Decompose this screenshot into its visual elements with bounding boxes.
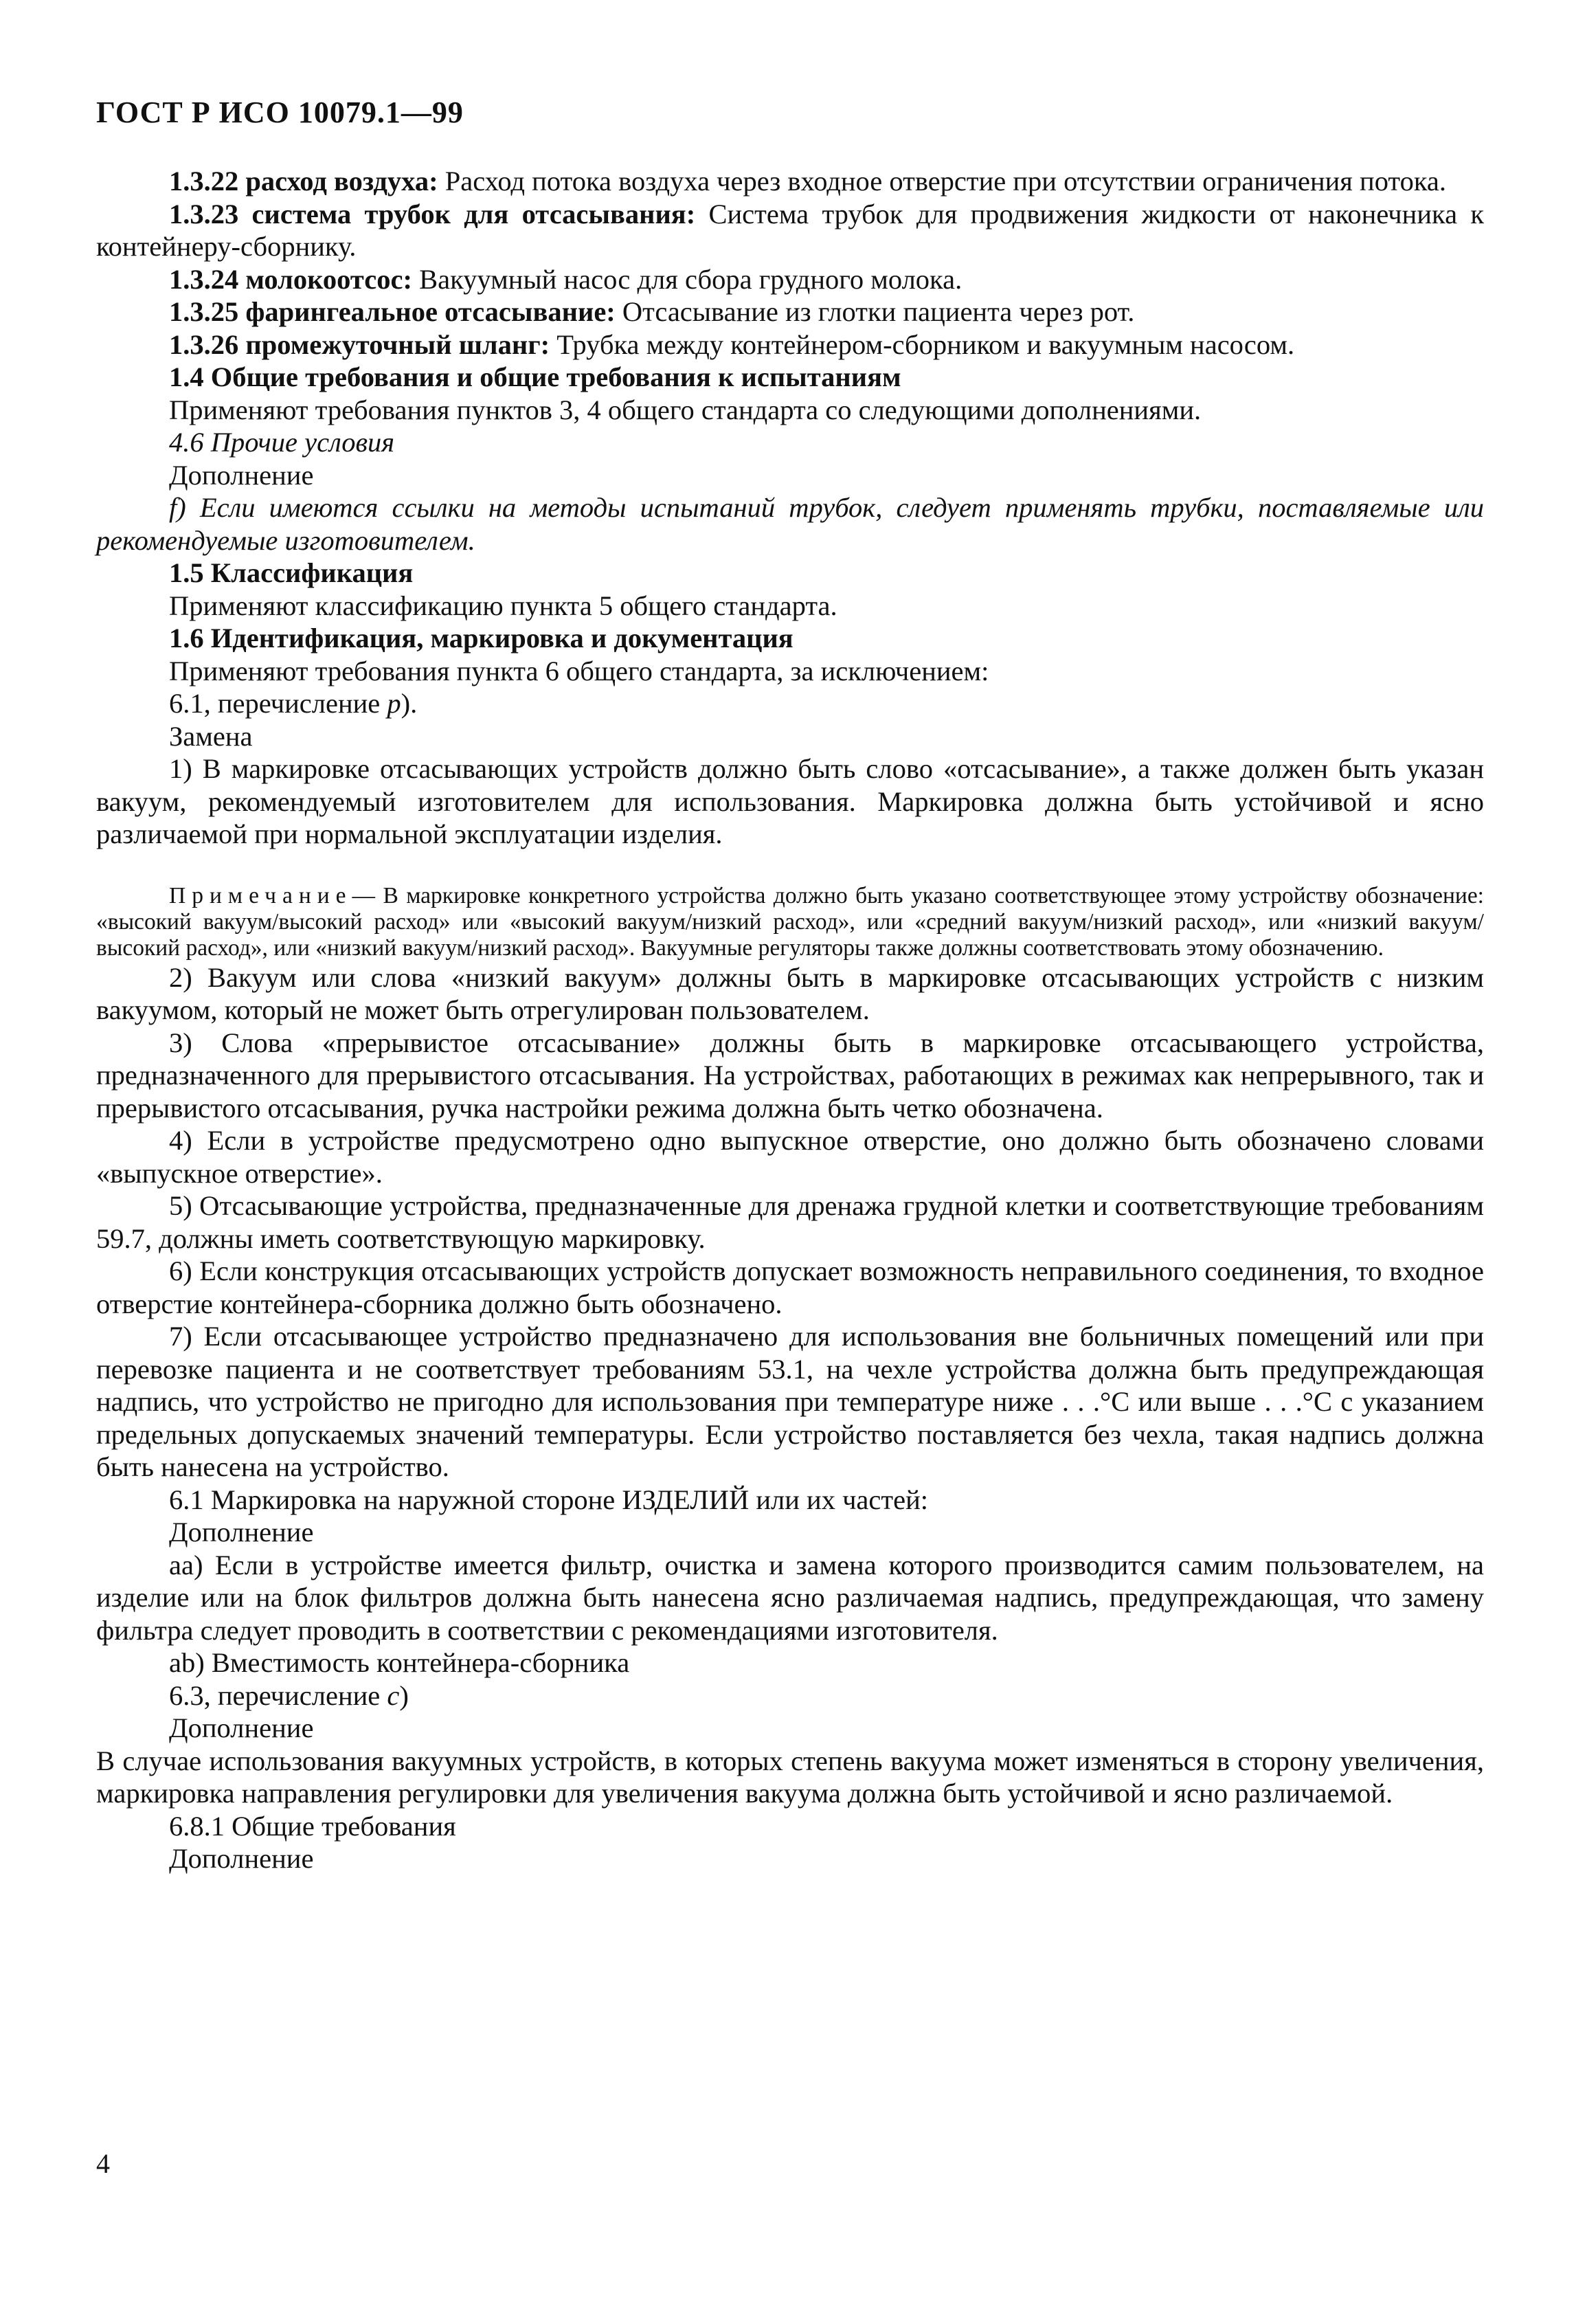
replacement-label: Замена — [169, 720, 253, 752]
clause-term: система трубок для отсасывания: — [251, 198, 696, 230]
clause-1-3-23 — [96, 198, 1484, 263]
item-3: 3) Слова «прерывистое отсасывание» должны быть в маркировке отсасывающего устройства, предназначенного для прерывистого отсасывания. На устройствах, работающих в режимах как непрерывного, так и прерывистого отсасывания, ручка настройки режима должна быть четко обозначена. — [96, 1027, 1484, 1124]
item-aa: аа) Если в устройстве имеется фильтр, очистка и замена которого производится самим пользователем, на изделие или на блок фильтров должна быть нанесена ясно различаемая надпись, предупреждающая, что замену фильтра следует проводить в соответствии с рекомендациями изготовителя. — [96, 1549, 1484, 1646]
item-f-text: f) Если имеются ссылки на методы испытаний трубок, следует применять трубки, поставляемые или рекомендуемые изготовителем. — [96, 492, 1484, 556]
section-heading-1-4: 1.4 Общие требования и общие требования к испытаниям — [169, 361, 901, 392]
clause-text: Расход потока воздуха через входное отверстие при отсутствии ограничения потока. — [438, 166, 1447, 197]
document-body — [96, 165, 1484, 1875]
clause-1-3-25 — [96, 295, 1484, 328]
page-number: 4 — [96, 2148, 110, 2179]
section-heading-6-1: 6.1 Маркировка на наружной стороне ИЗДЕЛИЙ или их частей: — [169, 1484, 928, 1515]
clause-number: 1.3.26 — [169, 328, 239, 360]
section-text-1-4: Применяют требования пунктов 3, 4 общего стандарта со следующими дополнениями. — [169, 394, 1202, 425]
clause-text: Вакуумный насос для сбора грудного молока. — [412, 263, 963, 295]
item-6: 6) Если конструкция отсасывающих устройств допускает возможность неправильного соединения, то входное отверстие контейнера-сборника должно быть обозначено. — [96, 1255, 1484, 1319]
clause-term: молокоотсос: — [245, 263, 412, 295]
document-header: ГОСТ Р ИСО 10079.1—99 — [96, 96, 464, 129]
item-ab: ab) Вместимость контейнера-сборника — [169, 1647, 630, 1678]
clause-term: промежуточный шланг: — [245, 328, 550, 360]
addition-label: Дополнение — [169, 1843, 314, 1874]
section-text-1-5: Применяют классификацию пункта 5 общего стандарта. — [169, 590, 837, 621]
enumeration-6-3: 6.3, перечисление c) — [169, 1679, 409, 1711]
clause-number: 1.3.24 — [169, 263, 239, 295]
addition-label: Дополнение — [169, 1517, 314, 1548]
item-1: 1) В маркировке отсасывающих устройств должно быть слово «отсасывание», а также должен быть указан вакуум, рекомендуемый изготовителем для использования. Маркировка должна быть устойчивой и ясно различаемой при нормальной эксплуатации изделия. — [96, 753, 1484, 849]
clause-term: расход воздуха: — [245, 166, 438, 197]
section-text-6-3: В случае использования вакуумных устройств, в которых степень вакуума может изменяться в сторону увеличения, маркировка направления регулировки для увеличения вакуума должна быть устойчивой и ясно различаемой. — [96, 1745, 1484, 1809]
clause-term: фарингеальное отсасывание: — [245, 296, 616, 327]
item-5: 5) Отсасывающие устройства, предназначенные для дренажа грудной клетки и соответствующие требованиям 59.7, должны иметь соответствующую маркировку. — [96, 1190, 1484, 1254]
clause-text: Трубка между контейнером-сборником и вакуумным насосом. — [550, 328, 1295, 360]
section-heading-1-5: 1.5 Классификация — [169, 557, 414, 588]
clause-text: Система трубок для продвижения жидкости от наконечника к контейнеру-сборнику. — [96, 198, 1485, 262]
item-7: 7) Если отсасывающее устройство предназначено для использования вне больничных помещений или при перевозке пациента и не соответствует требованиям 53.1, на чехле устройства должна быть предупреждающая надпись, что устройство не пригодно для использования при температуре ниже . . .°С или выше . . .°С с указанием предельных допускаемых значений температуры. Если устройство поставляется без чехла, такая надпись должна быть нанесена на устройство. — [96, 1321, 1484, 1482]
subsection-heading-4-6: 4.6 Прочие условия — [169, 427, 395, 458]
clause-number: 1.3.22 — [169, 166, 239, 197]
addition-label: Дополнение — [169, 1712, 314, 1743]
clause-1-3-26 — [96, 328, 1484, 361]
note-text: — В маркировке конкретного устройства должно быть указано соответствующее этому устройству обозначение: «высокий вакуум/высокий расход» или «высокий вакуум/низкий расход», или «средний вакуум/низкий расход», или «низкий вакуум/высокий расход», или «низкий вакуум/низкий расход». Вакуумные регуляторы также должны соответствовать этому обозначению. — [96, 882, 1484, 961]
clause-text: Отсасывание из глотки пациента через рот. — [615, 296, 1135, 327]
clause-1-3-24 — [96, 263, 1484, 296]
item-2: 2) Вакуум или слова «низкий вакуум» должны быть в маркировке отсасывающих устройств с низким вакуумом, который не может быть отрегулирован пользователем. — [96, 961, 1484, 1025]
section-heading-1-6: 1.6 Идентификация, маркировка и документация — [169, 623, 794, 653]
clause-number: 1.3.25 — [169, 296, 239, 327]
note-label: Примечание — [169, 882, 352, 908]
enumeration-6-1: 6.1, перечисление p). — [169, 688, 418, 719]
item-4: 4) Если в устройстве предусмотрено одно выпускное отверстие, оно должно быть обозначено словами «выпускное отверстие». — [96, 1125, 1484, 1189]
clause-1-3-22 — [96, 165, 1484, 198]
section-text-1-6: Применяют требования пункта 6 общего стандарта, за исключением: — [169, 655, 989, 686]
note — [96, 883, 1484, 961]
clause-number: 1.3.23 — [169, 198, 239, 230]
addition-label: Дополнение — [169, 459, 314, 491]
section-heading-6-8-1: 6.8.1 Общие требования — [169, 1810, 456, 1842]
